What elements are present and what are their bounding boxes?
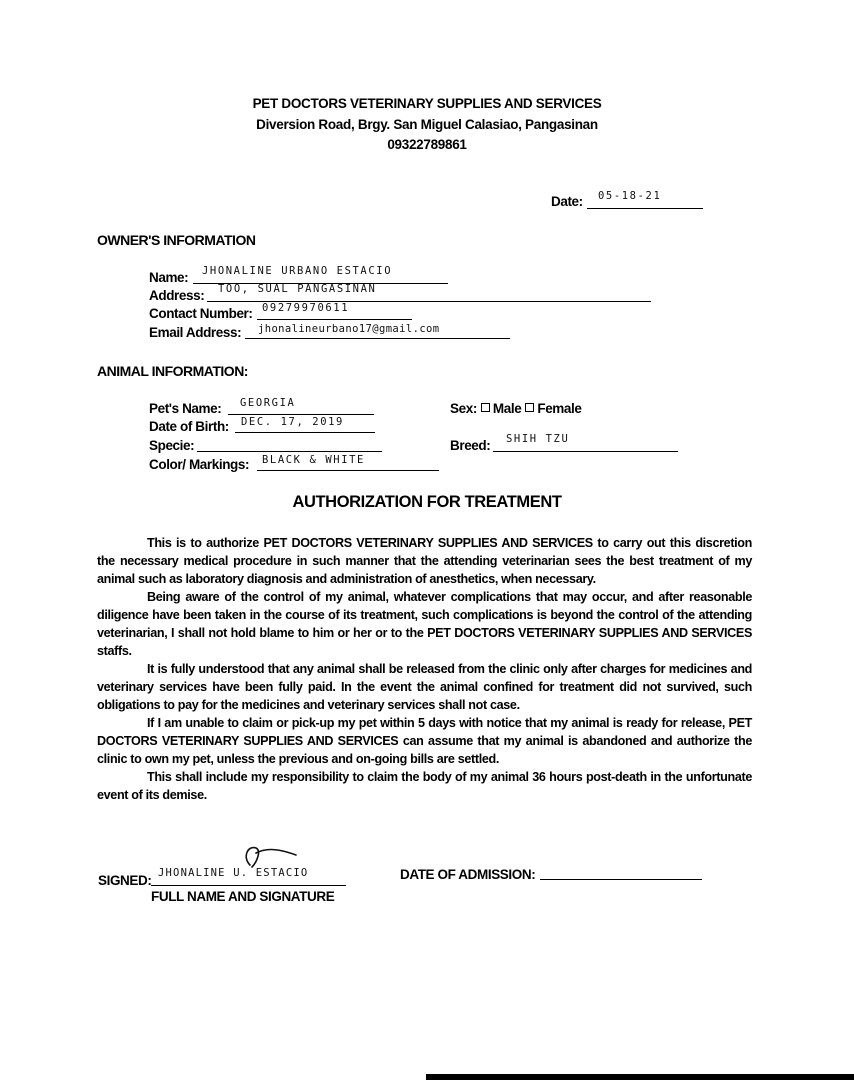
authorization-title: AUTHORIZATION FOR TREATMENT [292,493,562,511]
date-line [587,208,703,209]
pet-name-line [228,414,374,415]
color-line [257,470,439,471]
dob-line [235,432,375,433]
color-value[interactable]: BLACK & WHITE [262,454,365,466]
scan-edge-bar [426,1074,854,1080]
admission-date-label: DATE OF ADMISSION: [400,867,536,882]
date-label: Date: [551,194,583,209]
authorization-body [97,534,752,804]
authorization-paragraph: This is to authorize PET DOCTORS VETERINARY SUPPLIES AND SERVICES to carry out this discretion the necessary medical procedure in such manner that the attending veterinarian sees the best treatment of my animal such as laboratory diagnosis and administration of anesthetics, when necessary. [97,536,752,586]
authorization-paragraph: If I am unable to claim or pick-up my pet within 5 days with notice that my animal is ready for release, PET DOCTORS VETERINARY SUPPLIES AND SERVICES can assume that my animal is abandoned and authorize the clinic to own my pet, unless the previous and on-going bills are settled. [97,716,752,766]
sex-male-checkbox[interactable] [481,403,490,412]
breed-value[interactable]: SHIH TZU [506,433,570,445]
owner-email-line [245,338,510,339]
authorization-paragraph: It is fully understood that any animal shall be released from the clinic only after charges for medicines and veterinary services have been fully paid. In the event the animal confined for treatment did not survived, such obligations to pay for the medicines and veterinary services shall not case. [97,662,752,712]
signature-line [151,885,346,886]
owner-address-label: Address: [149,288,205,303]
admission-date-line [540,879,702,880]
owner-name-value[interactable]: JHONALINE URBANO ESTACIO [202,265,393,277]
dob-value[interactable]: DEC. 17, 2019 [241,416,344,428]
animal-section-title: ANIMAL INFORMATION: [97,363,248,379]
sex-field [450,401,581,416]
authorization-paragraph: This shall include my responsibility to claim the body of my animal 36 hours post-death in the unfortunate event of its demise. [97,770,752,802]
specie-label: Specie: [149,438,195,453]
sex-label: Sex: [450,401,477,416]
sex-female-label: Female [537,401,582,416]
dob-label: Date of Birth: [149,419,229,434]
owner-contact-label: Contact Number: [149,306,253,321]
color-label: Color/ Markings: [149,457,250,472]
sex-male-label: Male [492,401,522,416]
specie-line [197,451,382,452]
breed-line [493,451,678,452]
authorization-paragraph: Being aware of the control of my animal, whatever complications that may occur, and after reasonable diligence have been taken in the course of its treatment, such complications is beyond the control of the attending veterinarian, I shall not hold blame to him or her or to the PET DOCTORS VETERINARY SUPPLIES AND SERVICES staffs. [97,590,752,658]
breed-label: Breed: [450,438,491,453]
signed-value[interactable]: JHONALINE U. ESTACIO [158,867,309,879]
business-address: Diversion Road, Brgy. San Miguel Calasiao, Pangasinan [256,117,598,132]
owner-section-title: OWNER'S INFORMATION [97,232,256,248]
owner-address-value[interactable]: TOO, SUAL PANGASINAN [218,283,377,295]
business-phone: 09322789861 [387,137,467,152]
owner-email-value[interactable]: jhonalineurbano17@gmail.com [258,323,440,335]
signed-label: SIGNED: [98,873,152,888]
pet-name-value[interactable]: GEORGIA [240,397,296,409]
signature-caption: FULL NAME AND SIGNATURE [151,889,335,904]
pet-name-label: Pet's Name: [149,401,222,416]
sex-female-checkbox[interactable] [525,403,534,412]
date-value[interactable]: 05-18-21 [598,190,662,202]
owner-name-label: Name: [149,270,189,285]
business-name: PET DOCTORS VETERINARY SUPPLIES AND SERVICES [252,96,602,111]
owner-email-label: Email Address: [149,325,242,340]
owner-contact-line [257,319,412,320]
owner-contact-value[interactable]: 09279970611 [262,302,350,314]
